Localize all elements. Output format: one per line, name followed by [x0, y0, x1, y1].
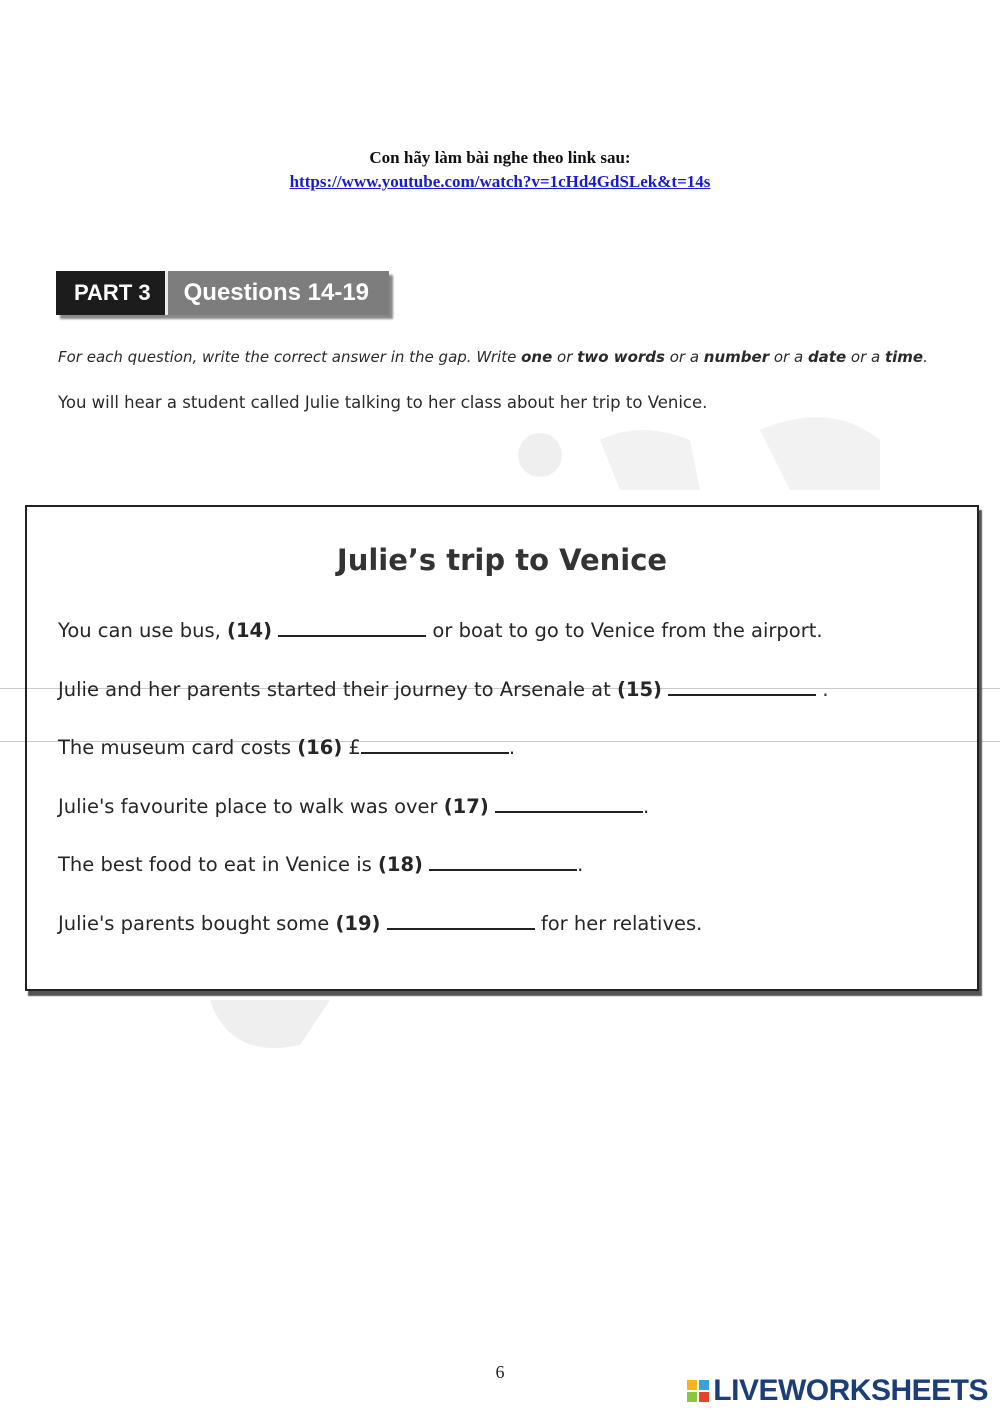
questions-range: Questions 14-19	[165, 271, 389, 315]
answer-blank-16[interactable]	[361, 736, 509, 754]
question-number: (19)	[335, 912, 381, 935]
instr-bold: number	[703, 348, 770, 366]
instr-text: or	[552, 348, 578, 366]
question-14	[58, 619, 823, 642]
part-header	[56, 271, 389, 315]
question-text: Julie's favourite place to walk was over	[58, 795, 444, 818]
intro-instruction: Con hãy làm bài nghe theo link sau:	[369, 148, 631, 167]
question-text: Julie's parents bought some	[58, 912, 336, 935]
youtube-link[interactable]: https://www.youtube.com/watch?v=1cHd4GdSLek&t=14s	[289, 172, 711, 191]
question-text: .	[816, 678, 829, 701]
instruction-line-2: You will hear a student called Julie talking to her class about her trip to Venice.	[58, 393, 708, 412]
question-text: £	[342, 736, 361, 759]
question-text: for her relatives.	[534, 912, 703, 935]
question-18	[58, 853, 583, 876]
instr-text: or a	[769, 348, 808, 366]
liveworksheets-logo-icon	[687, 1380, 709, 1402]
question-19	[58, 912, 702, 935]
box-title: Julie’s trip to Venice	[336, 543, 668, 577]
question-number: (18)	[377, 853, 423, 876]
question-15	[58, 678, 829, 701]
liveworksheets-brand[interactable]	[687, 1374, 988, 1408]
instr-bold: one	[521, 348, 553, 366]
instr-bold: two words	[577, 348, 665, 366]
question-text: or boat to go to Venice from the airport.	[426, 619, 823, 642]
logo-square	[699, 1380, 709, 1390]
logo-square	[687, 1392, 697, 1402]
question-number: (17)	[443, 795, 489, 818]
question-text: You can use bus,	[58, 619, 228, 642]
answer-blank-17[interactable]	[495, 795, 643, 813]
instr-text: .	[923, 348, 928, 366]
question-number: (14)	[227, 619, 273, 642]
question-number: (15)	[616, 678, 662, 701]
answer-blank-14[interactable]	[278, 619, 426, 637]
question-text: .	[642, 795, 650, 818]
question-17	[58, 795, 649, 818]
instruction-line-1	[58, 348, 928, 366]
question-text: Julie and her parents started their journey to Arsenale at	[58, 678, 617, 701]
answer-blank-15[interactable]	[668, 678, 816, 696]
answer-blank-19[interactable]	[387, 912, 535, 930]
brand-name: LIVEWORKSHEETS	[713, 1374, 988, 1407]
question-box	[25, 505, 979, 991]
instr-bold: date	[807, 348, 847, 366]
logo-square	[687, 1380, 697, 1390]
logo-square	[699, 1392, 709, 1402]
question-text: .	[577, 853, 584, 876]
question-text: The museum card costs	[58, 736, 298, 759]
question-16	[58, 736, 515, 759]
instr-text: For each question, write the correct answer in the gap. Write	[58, 348, 522, 366]
answer-blank-18[interactable]	[429, 853, 577, 871]
intro-block	[0, 146, 1000, 194]
page-number: 6	[495, 1362, 505, 1382]
question-text: .	[508, 736, 516, 759]
part-label: PART 3	[56, 271, 165, 315]
question-number: (16)	[297, 736, 343, 759]
instr-bold: time	[884, 348, 924, 366]
instr-text: or a	[846, 348, 885, 366]
instr-text: or a	[664, 348, 704, 366]
question-text: The best food to eat in Venice is	[58, 853, 378, 876]
